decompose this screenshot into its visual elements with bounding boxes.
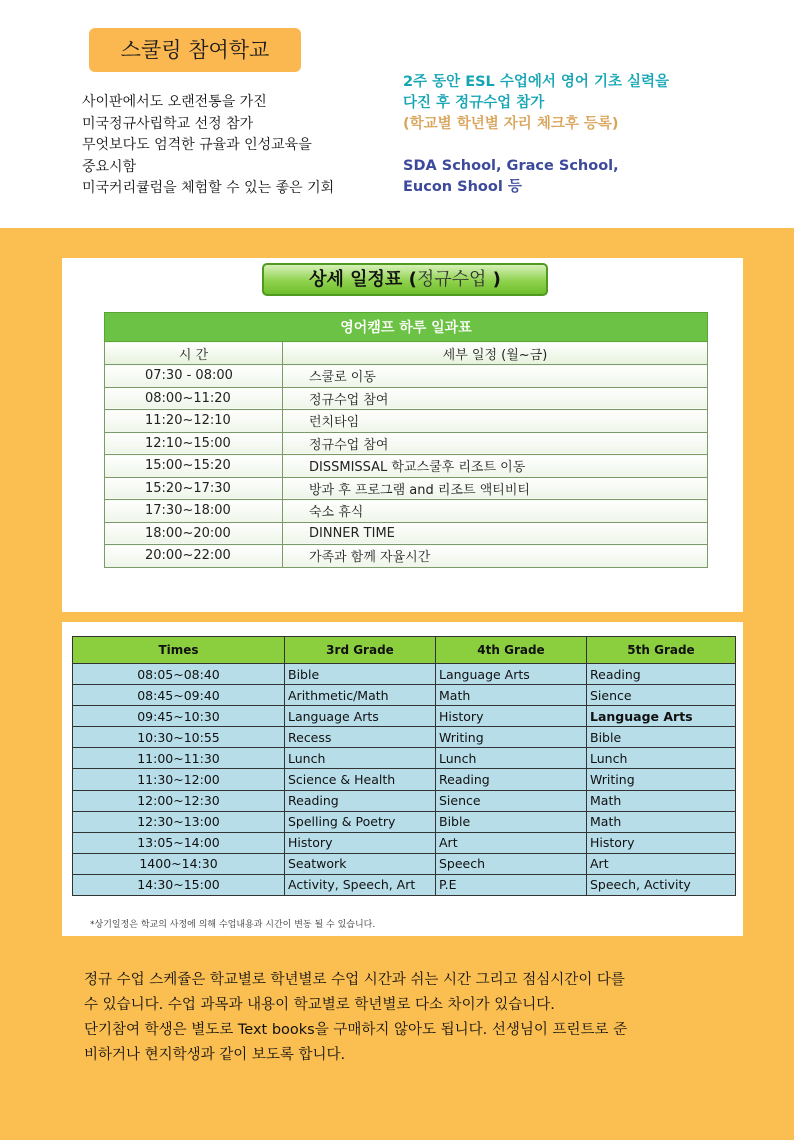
- table-row: 12:00~12:30 Reading Sience Math: [73, 790, 736, 811]
- table-row: 18:00~20:00 DINNER TIME: [105, 522, 708, 545]
- table-row: 20:00~22:00 가족과 함께 자율시간: [105, 545, 708, 568]
- table-row: 12:10~15:00 정규수업 참여: [105, 432, 708, 455]
- intro-line: 미국커리큘럼을 체험할 수 있는 좋은 기회: [82, 180, 335, 196]
- column-header: 5th Grade: [587, 637, 736, 664]
- grade-schedule-panel: [62, 622, 743, 936]
- footer-line: 비하거나 현지학생과 같이 보도록 합니다.: [84, 1047, 346, 1063]
- side-line: 다진 후 정규수업 참가: [403, 95, 545, 111]
- table-row: 15:20~17:30 방과 후 프로그램 and 리조트 액티비티: [105, 477, 708, 500]
- table-row: 11:00~11:30 Lunch Lunch Lunch: [73, 748, 736, 769]
- table-row: 08:45~09:40 Arithmetic/Math Math Sience: [73, 685, 736, 706]
- side-line: 2주 동안 ESL 수업에서 영어 기초 실력을: [403, 74, 670, 90]
- column-header: 4th Grade: [436, 637, 587, 664]
- school-badge: 스쿨링 참여학교: [89, 28, 301, 72]
- column-header: 시 간: [105, 342, 283, 365]
- footer-line: 단기참여 학생은 별도로 Text books을 구매하지 않아도 됩니다. 선생님이 프린트로 준: [84, 1022, 628, 1038]
- side-line: SDA School, Grace School,: [403, 158, 619, 174]
- top-section: [0, 0, 794, 228]
- table-row: 09:45~10:30 Language Arts History Language Arts: [73, 706, 736, 727]
- footer-line: 수 있습니다. 수업 과목과 내용이 학교별로 학년별로 다소 차이가 있습니다.: [84, 997, 555, 1013]
- footer-text: [84, 968, 704, 1068]
- intro-line: 중요시함: [82, 158, 137, 175]
- grade-schedule-table: [72, 636, 736, 896]
- footer-line: 정규 수업 스케쥴은 학교별로 학년별로 수업 시간과 쉬는 시간 그리고 점심시간이 다를: [84, 972, 625, 988]
- intro-line: 미국정규사립학교 선정 참가: [82, 115, 254, 132]
- side-line: (학교별 학년별 자리 체크후 등록): [403, 116, 619, 132]
- daily-schedule-table: [104, 312, 708, 568]
- table-row: 08:00~11:20 정규수업 참여: [105, 387, 708, 410]
- schedule-title: 상세 일정표 (정규수업 ): [262, 263, 548, 296]
- column-header: 세부 일정 (월~금): [283, 342, 708, 365]
- table-row: 10:30~10:55 Recess Writing Bible: [73, 727, 736, 748]
- daily-schedule-panel: [62, 258, 743, 612]
- schedule-note: *상기일정은 학교의 사정에 의해 수업내용과 시간이 변동 될 수 있습니다.: [90, 920, 376, 930]
- intro-text: [82, 92, 392, 200]
- intro-line: 무엇보다도 엄격한 규율과 인성교육을: [82, 137, 312, 153]
- table-row: 11:20~12:10 런치타임: [105, 410, 708, 433]
- column-header: 3rd Grade: [285, 637, 436, 664]
- table-row: 14:30~15:00 Activity, Speech, Art P.E Speech, Activity: [73, 874, 736, 895]
- table-row: 17:30~18:00 숙소 휴식: [105, 500, 708, 523]
- table-row: 11:30~12:00 Science & Health Reading Writing: [73, 769, 736, 790]
- table-title: 영어캠프 하루 일과표: [105, 313, 708, 342]
- table-row: 1400~14:30 Seatwork Speech Art: [73, 853, 736, 874]
- table-row: 07:30 - 08:00 스쿨로 이동: [105, 365, 708, 388]
- side-line: Eucon Shool 등: [403, 179, 522, 195]
- table-row: 15:00~15:20 DISSMISSAL 학교스쿨후 리조트 이동: [105, 455, 708, 478]
- intro-line: 사이판에서도 오랜전통을 가진: [82, 94, 267, 110]
- side-info: [403, 72, 783, 198]
- column-header: Times: [73, 637, 285, 664]
- table-row: 08:05~08:40 Bible Language Arts Reading: [73, 664, 736, 685]
- table-row: 13:05~14:00 History Art History: [73, 832, 736, 853]
- table-row: 12:30~13:00 Spelling & Poetry Bible Math: [73, 811, 736, 832]
